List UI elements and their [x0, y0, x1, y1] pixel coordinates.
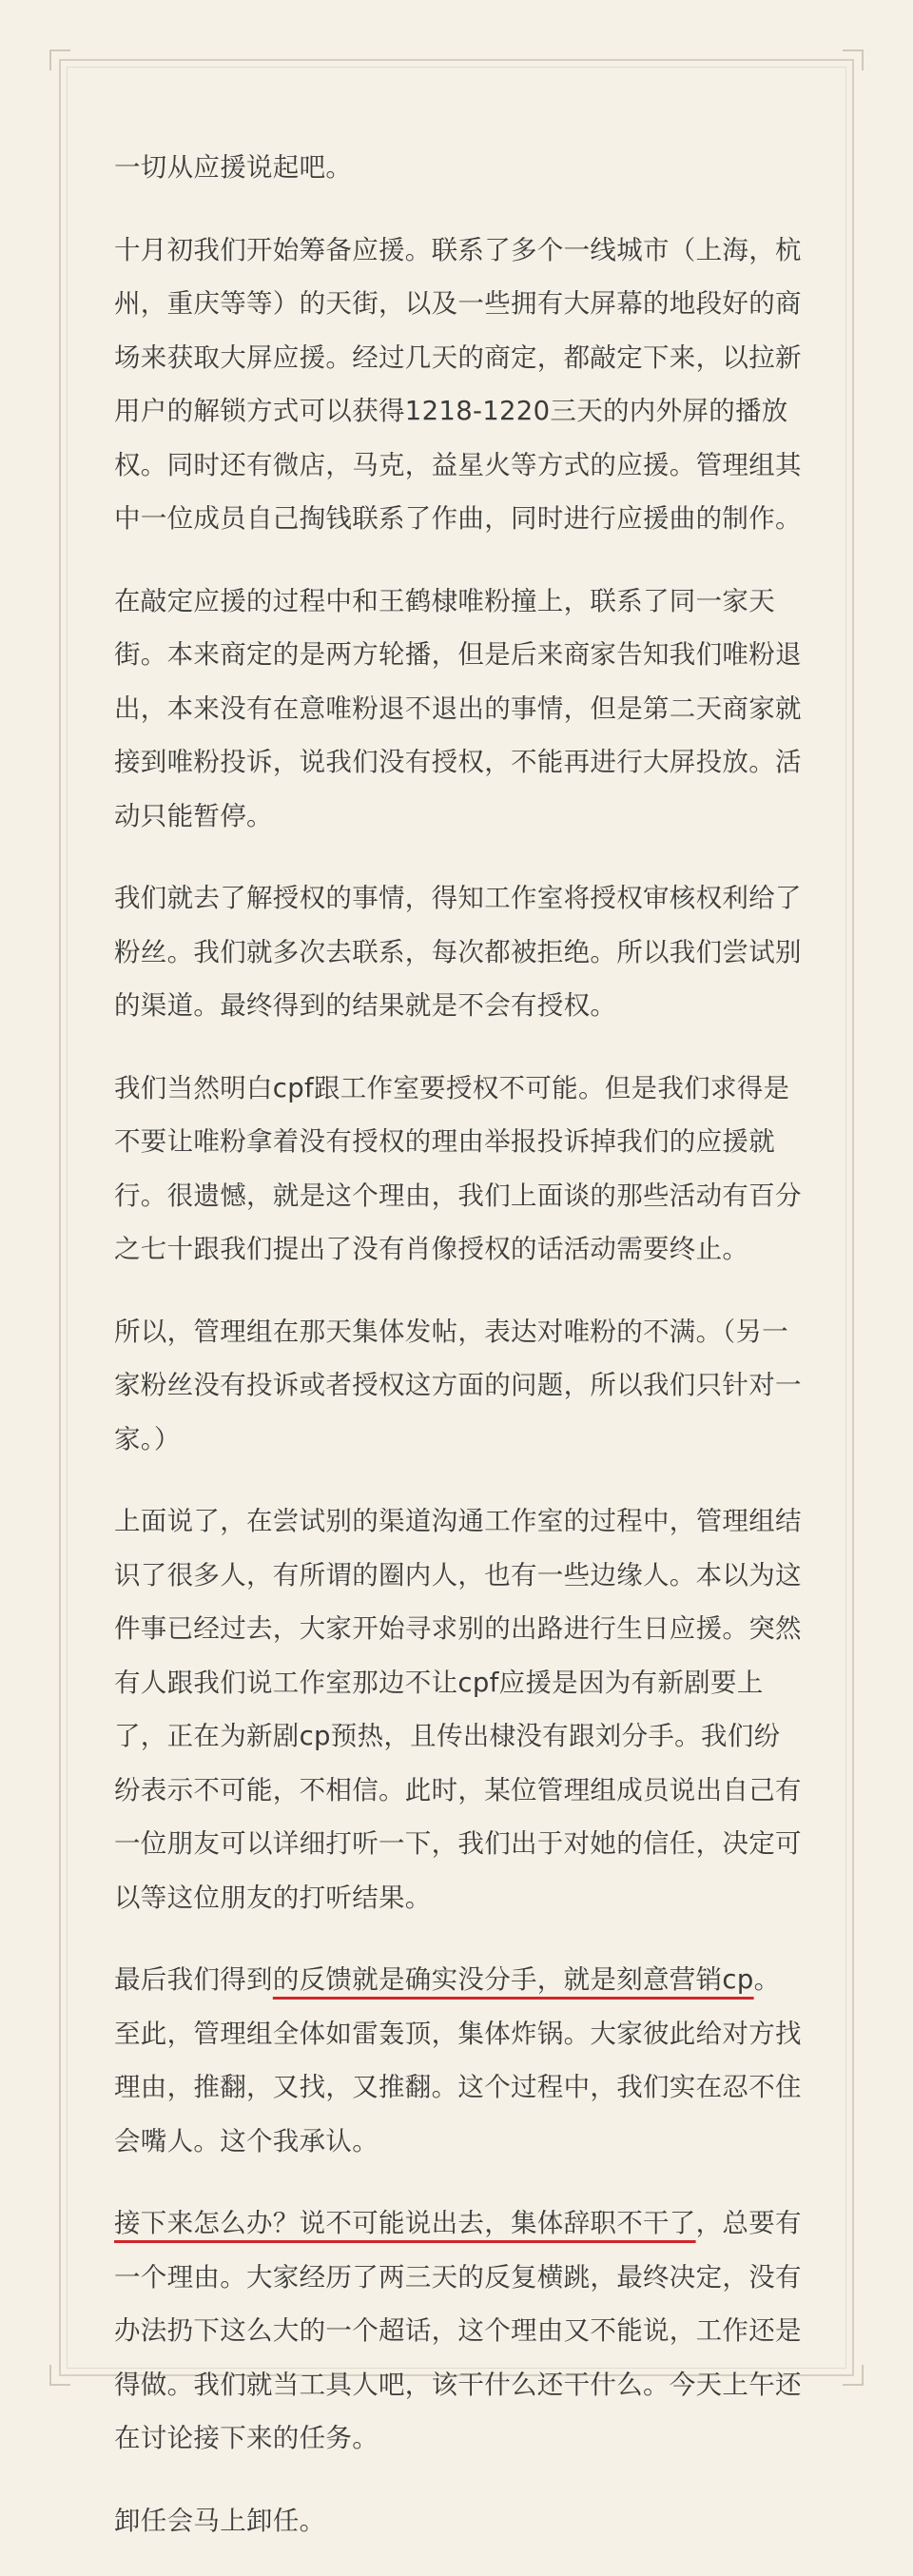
highlighted-question: 接下来怎么办？说不可能说出去，集体辞职不干了 — [114, 2208, 696, 2238]
paragraph-6: 所以，管理组在那天集体发帖，表达对唯粉的不满。（另一家粉丝没有投诉或者授权这方面的问题，所以我们只针对一家。） — [114, 1316, 802, 1454]
paragraph-2: 十月初我们开始筹备应援。联系了多个一线城市（上海，杭州，重庆等等）的天街，以及一些拥有大屏幕的地段好的商场来获取大屏应援。经过几天的商定，都敲定下来，以拉新用户的解锁方式可以获得1218-1220三天的内外屏的播放权。同时还有微店，马克，益星火等方式的应援。管理组其中一位成员自己掏钱联系了作曲，同时进行应援曲的制作。 — [114, 234, 802, 534]
paragraph-8-rest: 。至此，管理组全体如雷轰顶，集体炸锅。大家彼此给对方找理由，推翻，又找，又推翻。这个过程中，我们实在忍不住会嘴人。这个我承认。 — [114, 1964, 802, 2156]
paragraph-8 — [114, 1953, 806, 2168]
paragraph-3: 在敲定应援的过程中和王鹤棣唯粉撞上，联系了同一家天街。本来商定的是两方轮播，但是后来商家告知我们唯粉退出，本来没有在意唯粉退不退出的事情，但是第二天商家就接到唯粉投诉，说我们没有授权，不能再进行大屏投放。活动只能暂停。 — [114, 585, 802, 831]
paragraph-1: 一切从应援说起吧。 — [114, 152, 353, 183]
paragraph-5: 我们当然明白cpf跟工作室要授权不可能。但是我们求得是不要让唯粉拿着没有授权的理由举报投诉掉我们的应援就行。很遗憾，就是这个理由，我们上面谈的那些活动有百分之七十跟我们提出了没有肖像授权的话活动需要终止。 — [114, 1072, 802, 1264]
paragraph-9 — [114, 2196, 806, 2466]
paragraph-9-rest: ，总要有一个理由。大家经历了两三天的反复横跳，最终决定，没有办法扔下这么大的一个超话，这个理由又不能说，工作还是得做。我们就当工具人吧，该干什么还干什么。今天上午还在讨论接下来的任务。 — [114, 2208, 802, 2453]
document-body — [114, 141, 806, 2576]
paragraph-4: 我们就去了解授权的事情，得知工作室将授权审核权利给了粉丝。我们就多次去联系，每次都被拒绝。所以我们尝试别的渠道。最终得到的结果就是不会有授权。 — [114, 883, 802, 1021]
paragraph-7: 上面说了，在尝试别的渠道沟通工作室的过程中，管理组结识了很多人，有所谓的圈内人，也有一些边缘人。本以为这件事已经过去，大家开始寻求别的出路进行生日应援。突然有人跟我们说工作室那边不让cpf应援是因为有新剧要上了，正在为新剧cp预热，且传出棣没有跟刘分手。我们纷纷表示不可能，不相信。此时，某位管理组成员说出自己有一位朋友可以详细打听一下，我们出于对她的信任，决定可以等这位朋友的打听结果。 — [114, 1506, 802, 1913]
paragraph-8-lead: 最后我们得到 — [114, 1964, 273, 1995]
paragraph-10: 卸任会马上卸任。 — [114, 2505, 326, 2536]
highlighted-feedback: 的反馈就是确实没分手，就是刻意营销cp — [272, 1964, 754, 1995]
